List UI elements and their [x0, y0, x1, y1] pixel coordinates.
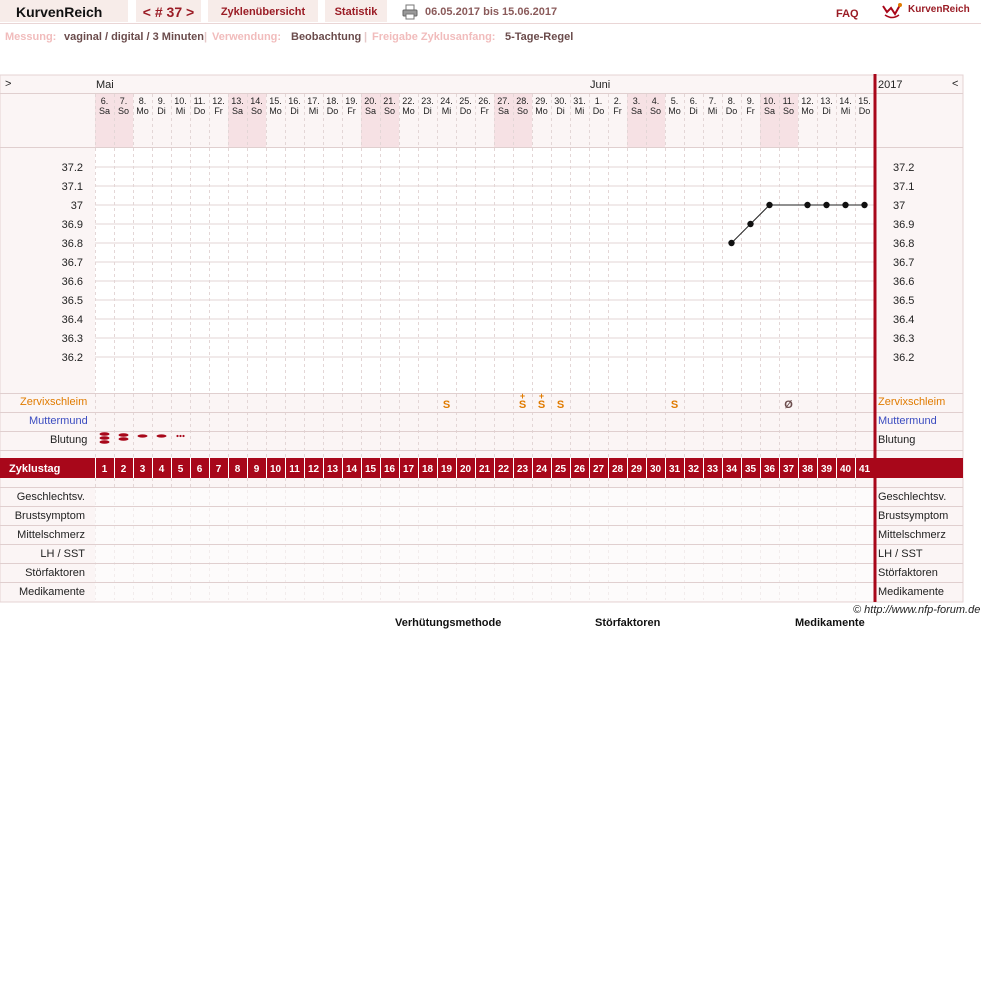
day-number: 14.: [250, 96, 263, 106]
bleeding-heavy-mark: [100, 440, 110, 444]
bleeding-normal-mark: [138, 434, 148, 437]
release-label: Freigabe Zyklusanfang:: [372, 31, 496, 43]
weekday-label: So: [649, 106, 662, 116]
temp-axis-label-left: 36.7: [61, 257, 83, 269]
temperature-point: [861, 202, 867, 208]
day-number: 7.: [708, 96, 717, 106]
day-number: 21.: [383, 96, 396, 106]
day-number: 13.: [820, 96, 833, 106]
day-number: 7.: [119, 96, 128, 106]
cervical-mucus-label: Zervixschleim: [20, 396, 88, 408]
cervix-label-right: Muttermund: [878, 415, 937, 427]
temp-axis-label-left: 36.3: [61, 333, 83, 345]
row-cells: [95, 583, 874, 601]
weekday-label: Sa: [364, 106, 377, 116]
day-number: 8.: [138, 96, 147, 106]
cycle-day-number: 36: [763, 464, 776, 475]
temp-axis-label-right: 36.3: [893, 333, 915, 345]
logo-text: KurvenReich: [908, 4, 970, 15]
day-number: 6.: [100, 96, 109, 106]
bleeding-spotting-mark: [179, 435, 181, 437]
row-cells: [95, 507, 874, 525]
temp-axis-label-left: 37.1: [61, 181, 83, 193]
symptom-label-right: Geschlechtsv.: [878, 491, 947, 503]
symptom-label-right: Medikamente: [878, 586, 945, 598]
day-number: 13.: [231, 96, 244, 106]
bleeding-spotting-mark: [182, 435, 184, 437]
weekday-label: Sa: [98, 106, 111, 116]
weekday-label: Sa: [763, 106, 776, 116]
temperature-area: [95, 148, 874, 393]
row-cells: [95, 488, 874, 506]
cycle-day-number: 41: [858, 464, 871, 475]
day-number: 16.: [288, 96, 301, 106]
weekday-label: Mi: [574, 106, 585, 116]
day-number: 23.: [421, 96, 434, 106]
day-number: 2.: [613, 96, 622, 106]
temp-axis-label-right: 36.4: [893, 314, 915, 326]
date-range: 06.05.2017 bis 15.06.2017: [425, 6, 558, 18]
legend-disturbances: Störfaktoren: [595, 617, 661, 629]
weekday-label: So: [383, 106, 396, 116]
day-number: 25.: [459, 96, 472, 106]
release-value: 5-Tage-Regel: [505, 31, 574, 43]
cycle-day-number: 14: [345, 464, 358, 475]
cervical-mucus-mark: S: [556, 399, 565, 411]
day-number: 19.: [345, 96, 358, 106]
symptom-label-right: Störfaktoren: [878, 567, 938, 579]
temp-axis-label-left: 37: [70, 200, 83, 212]
weekday-label: Fr: [480, 106, 489, 116]
day-number: 12.: [212, 96, 225, 106]
legend-contraception: Verhütungsmethode: [395, 617, 502, 629]
weekday-label: So: [117, 106, 130, 116]
cervical-mucus-plus: +: [519, 391, 526, 401]
cycle-day-number: 20: [459, 464, 472, 475]
weekday-label: Do: [459, 106, 472, 116]
cycle-day-number: 30: [649, 464, 662, 475]
temp-axis-label-right: 36.8: [893, 238, 915, 250]
cycle-day-number: 11: [289, 464, 300, 475]
symptom-label: Mittelschmerz: [17, 529, 85, 541]
day-number: 11.: [782, 96, 795, 106]
cycle-day-number: 13: [326, 464, 339, 475]
weekday-label: Fr: [214, 106, 223, 116]
bleeding-normal-mark: [157, 434, 167, 437]
cycle-day-number: 33: [706, 464, 719, 475]
day-number: 31.: [573, 96, 586, 106]
temp-axis-label-left: 36.2: [61, 352, 83, 364]
bleeding-spotting-mark: [176, 435, 178, 437]
bleeding-medium-mark: [119, 437, 129, 441]
weekday-label: Di: [556, 106, 565, 116]
cycle-day-number: 23: [516, 464, 529, 475]
weekday-label: Di: [290, 106, 299, 116]
day-number: 28.: [516, 96, 529, 106]
day-number: 22.: [402, 96, 415, 106]
brand-tab[interactable]: KurvenReich: [0, 0, 128, 22]
weekday-label: So: [782, 106, 795, 116]
cervix-label: Muttermund: [29, 415, 88, 427]
month-label: Juni: [590, 79, 611, 91]
cycle-day-number: 22: [497, 464, 510, 475]
day-number: 11.: [193, 96, 206, 106]
cycle-day-number: 3: [139, 464, 146, 475]
temp-axis-label-right: 37.2: [893, 162, 915, 174]
cycle-day-number: 15: [364, 464, 377, 475]
day-number: 5.: [670, 96, 679, 106]
weekday-label: Do: [326, 106, 339, 116]
cycle-day-number: 34: [725, 464, 738, 475]
weekday-label: Mi: [441, 106, 452, 116]
symptom-label: Störfaktoren: [25, 567, 85, 579]
temp-axis-label-right: 36.9: [893, 219, 915, 231]
cycle-day-number: 12: [307, 464, 320, 475]
cervical-mucus-label-right: Zervixschleim: [878, 396, 946, 408]
day-number: 29.: [535, 96, 548, 106]
cycle-day-number: 27: [592, 464, 605, 475]
temp-axis-label-right: 37.1: [893, 181, 915, 193]
weekday-label: Mi: [840, 106, 851, 116]
cycle-day-number: 28: [611, 464, 624, 475]
symptom-label-right: Brustsymptom: [878, 510, 949, 522]
day-number: 17.: [307, 96, 320, 106]
weekday-label: Sa: [630, 106, 643, 116]
cervical-mucus-plus: +: [538, 391, 545, 401]
cycle-day-number: 7: [215, 464, 222, 475]
day-number: 18.: [326, 96, 339, 106]
weekday-label: Do: [725, 106, 738, 116]
temp-axis-label-right: 36.5: [893, 295, 915, 307]
temp-axis-label-left: 36.6: [61, 276, 83, 288]
bleeding-heavy-mark: [100, 436, 110, 440]
temp-axis-label-right: 36.2: [893, 352, 915, 364]
temp-axis-label-left: 36.8: [61, 238, 83, 250]
weekday-label: Do: [858, 106, 871, 116]
temp-axis-label-left: 36.4: [61, 314, 83, 326]
cycle-day-number: 26: [573, 464, 586, 475]
cervical-mucus-mark: S: [442, 399, 451, 411]
temperature-point: [766, 202, 772, 208]
cycle-day-number: 2: [120, 464, 127, 475]
temperature-point: [747, 221, 753, 227]
day-number: 1.: [594, 96, 603, 106]
bleeding-heavy-mark: [100, 432, 110, 436]
faq-link[interactable]: FAQ: [836, 8, 859, 20]
copyright-credit: © http://www.nfp-forum.de: [853, 604, 981, 616]
weekday-label: Fr: [347, 106, 356, 116]
cycle-day-number: 1: [101, 464, 108, 475]
weekday-label: Di: [822, 106, 831, 116]
symptom-label-right: LH / SST: [878, 548, 923, 560]
month-label: Mai: [96, 79, 114, 91]
weekday-label: Sa: [231, 106, 244, 116]
symptom-label: LH / SST: [40, 548, 85, 560]
day-number: 10.: [763, 96, 776, 106]
usage-value: Beobachtung: [291, 31, 362, 43]
day-number: 8.: [727, 96, 736, 106]
meta-separator: |: [204, 31, 208, 43]
day-number: 10.: [174, 96, 187, 106]
day-number: 3.: [632, 96, 641, 106]
cervical-mucus-mark: S: [518, 399, 527, 411]
weekday-label: Mo: [668, 106, 681, 116]
temperature-point: [728, 240, 734, 246]
weekday-label: Mo: [402, 106, 415, 116]
weekday-label: Mi: [707, 106, 718, 116]
cycle-day-number: 6: [196, 464, 203, 475]
cycle-day-number: 9: [253, 464, 260, 475]
weekday-label: Fr: [746, 106, 755, 116]
weekday-label: So: [250, 106, 263, 116]
weekday-label: Di: [157, 106, 166, 116]
temperature-point: [842, 202, 848, 208]
day-number: 15.: [269, 96, 282, 106]
bleeding-medium-mark: [119, 433, 129, 437]
day-number: 27.: [497, 96, 510, 106]
symptom-label: Brustsymptom: [14, 510, 85, 522]
temp-axis-label-right: 36.6: [893, 276, 915, 288]
temp-axis-label-left: 36.5: [61, 295, 83, 307]
cycle-day-number: 21: [478, 464, 491, 475]
legend-medication: Medikamente: [795, 617, 865, 629]
cycle-navigation[interactable]: < # 37 >: [136, 0, 201, 22]
day-number: 14.: [839, 96, 852, 106]
cycle-day-number: 38: [801, 464, 814, 475]
cycle-day-number: 17: [402, 464, 415, 475]
cycle-day-number: 18: [421, 464, 434, 475]
day-number: 6.: [689, 96, 698, 106]
previous-cycle-arrow: >: [5, 78, 12, 90]
cycle-day-number: 31: [668, 464, 681, 475]
cycle-day-number: 4: [158, 464, 165, 475]
meta-separator: |: [364, 31, 368, 43]
weekday-label: Di: [689, 106, 698, 116]
weekday-label: Mo: [535, 106, 548, 116]
cycle-day-number: 19: [440, 464, 453, 475]
cycle-day-number: 25: [554, 464, 567, 475]
weekday-label: Do: [193, 106, 206, 116]
cycle-day-number: 39: [820, 464, 833, 475]
weekday-label: Mi: [175, 106, 186, 116]
day-number: 4.: [651, 96, 660, 106]
cycle-day-number: 10: [269, 464, 282, 475]
temperature-point: [804, 202, 810, 208]
bleeding-label-right: Blutung: [878, 434, 916, 446]
cervical-mucus-mark: S: [537, 399, 546, 411]
day-number: 9.: [157, 96, 166, 106]
temperature-point: [823, 202, 829, 208]
symptom-label-right: Mittelschmerz: [878, 529, 946, 541]
row-cells: [95, 564, 874, 582]
temp-axis-label-left: 37.2: [61, 162, 83, 174]
bleeding-label: Blutung: [50, 434, 88, 446]
symptom-label: Geschlechtsv.: [16, 491, 85, 503]
cycle-day-number: 37: [782, 464, 795, 475]
cycle-day-number: 40: [839, 464, 852, 475]
cycle-day-number: 5: [177, 464, 184, 475]
cycle-day-number: 24: [535, 464, 548, 475]
temp-axis-label-left: 36.9: [61, 219, 83, 231]
day-number: 12.: [801, 96, 814, 106]
cycle-day-number: 16: [383, 464, 396, 475]
cycle-day-label: Zyklustag: [9, 463, 61, 475]
day-number: 20.: [364, 96, 377, 106]
temp-axis-label-right: 36.7: [893, 257, 915, 269]
cycle-day-number: 35: [744, 464, 757, 475]
day-number: 26.: [478, 96, 491, 106]
usage-label: Verwendung:: [212, 31, 282, 43]
measurement-label: Messung:: [5, 31, 57, 43]
symptom-label: Medikamente: [18, 586, 85, 598]
tab-statistics[interactable]: Statistik: [325, 0, 387, 22]
weekday-label: Fr: [613, 106, 622, 116]
weekday-label: Do: [592, 106, 605, 116]
day-number: 9.: [746, 96, 755, 106]
cervical-mucus-mark: S: [670, 399, 679, 411]
weekday-label: Mo: [801, 106, 814, 116]
weekday-label: Mo: [269, 106, 282, 116]
row-cells: [95, 545, 874, 563]
row-cells: [95, 526, 874, 544]
cycle-day-number: 8: [234, 464, 241, 475]
weekday-label: Di: [423, 106, 432, 116]
cycle-day-number: 29: [630, 464, 643, 475]
day-number: 24.: [440, 96, 453, 106]
cervical-mucus-mark: Ø: [784, 399, 793, 411]
tab-cycle-overview[interactable]: Zyklenübersicht: [208, 0, 318, 22]
year-label: 2017: [878, 79, 903, 91]
weekday-label: Sa: [497, 106, 510, 116]
weekday-label: So: [516, 106, 529, 116]
weekday-label: Mi: [308, 106, 319, 116]
cycle-day-number: 32: [687, 464, 700, 475]
day-number: 15.: [858, 96, 871, 106]
next-cycle-arrow: <: [952, 78, 959, 90]
weekday-label: Mo: [136, 106, 149, 116]
day-number: 30.: [554, 96, 567, 106]
temp-axis-label-right: 37: [893, 200, 906, 212]
measurement-value: vaginal / digital / 3 Minuten: [64, 31, 204, 43]
